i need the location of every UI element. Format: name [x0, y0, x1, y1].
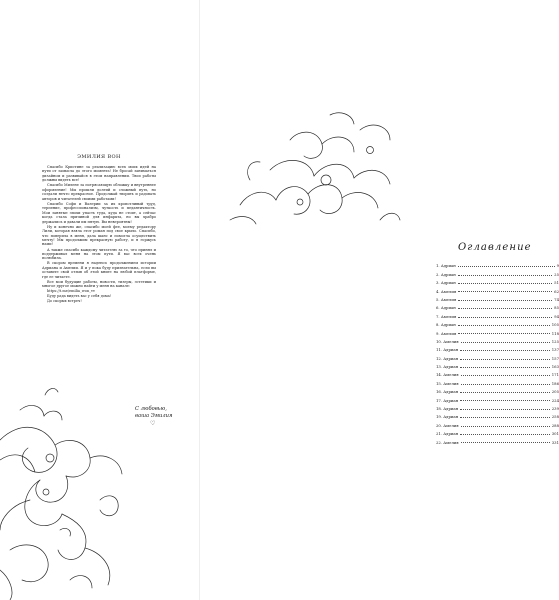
toc-entry-page-number: 85: [554, 305, 559, 311]
toc-dot-leader: [458, 317, 552, 318]
toc-entry[interactable]: [436, 260, 559, 268]
toc-entry[interactable]: [436, 369, 559, 377]
toc-entry[interactable]: [436, 361, 559, 369]
toc-entry[interactable]: [436, 428, 559, 436]
toc-entry[interactable]: [436, 394, 559, 402]
toc-title: Оглавление: [458, 242, 532, 253]
toc-entry-label: 4. Амелия: [436, 288, 457, 294]
channel-link[interactable]: https://t.me/emilia_won_vv: [47, 289, 96, 294]
toc-entry-page-number: 118: [551, 330, 559, 336]
toc-entry[interactable]: [436, 277, 559, 285]
toc-entry-label: 7. Амелия: [436, 313, 457, 319]
toc-entry-page-number: 94: [554, 313, 559, 319]
toc-entry[interactable]: [436, 285, 559, 293]
toc-entry-page-number: 288: [551, 422, 559, 428]
toc-entry-label: 8. Адриан: [436, 322, 456, 328]
toc-entry[interactable]: [436, 377, 559, 385]
toc-dot-leader: [458, 283, 552, 284]
toc-entry[interactable]: [436, 294, 559, 302]
paragraph: До скорых встреч!: [47, 299, 82, 304]
toc-entry[interactable]: [436, 344, 559, 352]
toc-entry[interactable]: [436, 419, 559, 427]
toc-dot-leader: [458, 308, 552, 309]
paragraph: Все мои будущие работы, новости, тизеры, эстетики и многое другое можно найти у меня на канале:: [42, 279, 156, 289]
toc-entry[interactable]: [436, 327, 559, 335]
toc-entry-label: 11. Адриан: [436, 347, 459, 353]
toc-entry-label: 3. Адриан: [436, 280, 456, 286]
toc-entry-label: 15. Амелия: [436, 380, 459, 386]
toc-dot-leader: [461, 384, 550, 385]
heart-icon: ♡: [150, 420, 156, 427]
paragraph: Спасибо Софи и Валерии за их кропотливый труд, терпение, профессионализм, чуткость и педантичность. Мои занятые эпохи упасть туда, куда не стоит, а сейчас когда стала причиной для инфаркта, но вы храбро держались и давали им пятую. Вы невероятны!: [42, 201, 156, 224]
toc-dot-leader: [460, 359, 550, 360]
paragraph: В скором времени я надеюсь продолжением истории Адриана и Амелии. Я и у пока буду признательна, если вы оставите свой отзыв об этой книге на любой платформе, где ее читаете.: [42, 261, 156, 279]
paragraph: Ну и конечно же, спасибо моей фее, моему редактору Лили, которая взяла этот роман под свое крыло. Спасибо, что поверила в меня, дала шанс и помогла осуществить мечту! Мы продолжим прекрасную работу, и я горжусь нами!: [42, 224, 156, 247]
toc-entry[interactable]: [436, 336, 559, 344]
toc-dot-leader: [461, 442, 550, 443]
toc-entry-label: 6. Адриан: [436, 305, 456, 311]
paragraph: Спасибо Милене за потрясающую обложку и внутреннее оформление! Мы прошли долгий и сложный путь, но создали нечто прекрасное. Продолжай творить и радовать авторов и читателей своими работами!: [42, 183, 156, 201]
toc-dot-leader: [460, 409, 550, 410]
toc-entry-label: 21. Адриан: [436, 431, 459, 437]
toc-dot-leader: [458, 275, 552, 276]
toc-entry[interactable]: [436, 436, 559, 444]
author-name: ЭМИЛИЯ ВОН: [77, 154, 121, 160]
right-page: [200, 0, 559, 600]
toc-dot-leader: [458, 300, 552, 301]
signature-line-2: ваша Эмилия: [135, 413, 173, 419]
toc-entry-label: 17. Адриан: [436, 397, 459, 403]
toc-entry[interactable]: [436, 411, 559, 419]
toc-entry-page-number: 258: [551, 414, 559, 420]
toc-dot-leader: [460, 400, 550, 401]
toc-entry-page-number: 331: [551, 439, 559, 445]
toc-entry[interactable]: [436, 403, 559, 411]
toc-dot-leader: [460, 392, 550, 393]
toc-entry-page-number: 137: [551, 347, 559, 353]
toc-entry-label: 20. Амелия: [436, 422, 459, 428]
toc-entry[interactable]: [436, 352, 559, 360]
toc-entry-page-number: 224: [551, 397, 559, 403]
paragraph: А также спасибо каждому читателю за то, что принял и поддерживал меня на этом пути. Я вас всех очень полюбила.: [42, 247, 156, 261]
toc-entry[interactable]: [436, 268, 559, 276]
toc-dot-leader: [460, 434, 550, 435]
toc-dot-leader: [460, 367, 550, 368]
toc-dot-leader: [461, 426, 550, 427]
toc-dot-leader: [460, 350, 550, 351]
toc-entry-label: 9. Амелия: [436, 330, 457, 336]
toc-dot-leader: [458, 266, 555, 267]
toc-entry-page-number: 163: [551, 364, 559, 370]
toc-entry[interactable]: [436, 310, 559, 318]
toc-dot-leader: [458, 291, 552, 292]
toc-entry-page-number: 186: [551, 380, 559, 386]
toc-entry[interactable]: [436, 319, 559, 327]
toc-entry[interactable]: [436, 386, 559, 394]
paragraph: Буду рада видеть вас у себя дома!: [47, 294, 112, 299]
floral-illustration-bottom-left: [0, 380, 130, 600]
toc-entry-page-number: 105: [551, 322, 559, 328]
toc-entry-label: 19. Адриан: [436, 414, 459, 420]
toc-entry-page-number: 9: [556, 263, 559, 269]
toc-dot-leader: [458, 325, 550, 326]
floral-illustration-top-right: [230, 110, 400, 225]
toc-entry-page-number: 74: [554, 296, 559, 302]
table-of-contents: [436, 260, 559, 445]
toc-entry-label: 13. Адриан: [436, 364, 459, 370]
toc-entry-page-number: 301: [551, 431, 559, 437]
left-page: [0, 0, 200, 600]
toc-entry-page-number: 157: [551, 355, 559, 361]
toc-dot-leader: [460, 417, 550, 418]
toc-entry-page-number: 51: [554, 280, 559, 286]
toc-entry-label: 1. Адриан: [436, 263, 456, 269]
toc-entry-page-number: 205: [551, 389, 559, 395]
toc-entry-label: 10. Амелия: [436, 338, 459, 344]
toc-entry[interactable]: [436, 302, 559, 310]
toc-entry-label: 2. Адриан: [436, 271, 456, 277]
toc-entry-page-number: 25: [554, 271, 559, 277]
toc-entry-page-number: 125: [551, 338, 559, 344]
toc-entry-label: 22. Амелия: [436, 439, 459, 445]
toc-dot-leader: [458, 333, 550, 334]
toc-entry-label: 5. Амелия: [436, 296, 457, 302]
toc-entry-label: 14. Амелия: [436, 372, 459, 378]
toc-entry-page-number: 62: [554, 288, 559, 294]
toc-entry-label: 18. Адриан: [436, 406, 459, 412]
paragraph: Спасибо Кристине за реализацию всех моих идей на пути от замысла до этого момента! Не бросай заниматься дизайном и развивайся в этом направлении. Твои работы должны видеть все!: [42, 165, 156, 183]
acknowledgements-text: [42, 165, 156, 305]
toc-entry-page-number: 171: [551, 372, 559, 378]
toc-dot-leader: [461, 375, 550, 376]
toc-dot-leader: [461, 342, 550, 343]
signature-line-1: С любовью,: [135, 406, 167, 412]
toc-entry-label: 16. Адриан: [436, 389, 459, 395]
toc-entry-page-number: 239: [551, 406, 559, 412]
toc-entry-label: 12. Адриан: [436, 355, 459, 361]
